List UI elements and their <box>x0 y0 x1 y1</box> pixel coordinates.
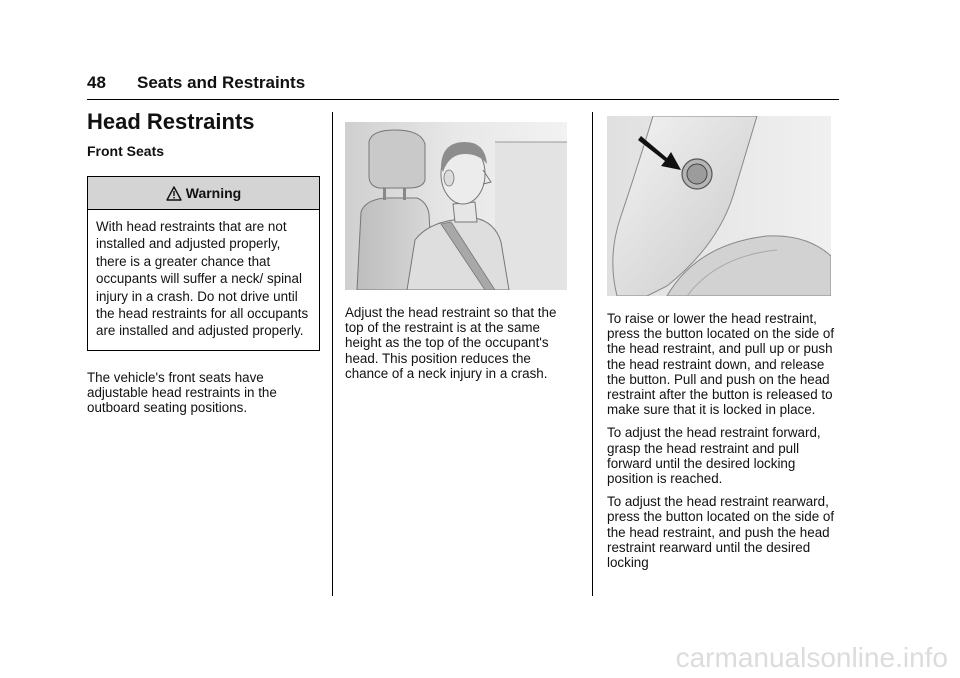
warning-text: With head restraints that are not installed and adjusted properly, there is a greater chance that occupants will suffer a neck/ spinal injury in a crash. Do not drive until the head restraints for all occupants are installed and adjusted properly. <box>96 219 309 339</box>
head-restraint-button-illustration <box>607 116 831 296</box>
front-seats-paragraph: The vehicle's front seats have adjustable head restraints in the outboard seating positions. <box>87 369 277 416</box>
warning-triangle-icon <box>166 186 182 201</box>
watermark: carmanualsonline.info <box>675 642 948 673</box>
section-title: Seats and Restraints <box>137 73 306 92</box>
column-divider-right <box>592 112 593 596</box>
adjust-rearward-paragraph: To adjust the head restraint rearward, press the button located on the side of the head restraint, and push the head restraint rearward until the desired locking <box>607 494 835 571</box>
adjust-height-paragraph: Adjust the head restraint so that the top of the restraint is at the same height as the top of the occupant's head. This position reduces the chance of a neck injury in a crash. <box>345 305 557 381</box>
warning-heading: Warning <box>185 185 242 201</box>
subsection-title: Front Seats <box>87 143 165 159</box>
left-column <box>87 108 320 415</box>
raise-lower-paragraph: To raise or lower the head restraint, press the button located on the side of the head restraint, and pull up or push the head restraint down, and release the button. Pull and push on the head restraint after the button is released to make sure that it is locked in place. <box>607 311 835 418</box>
middle-column <box>345 122 577 381</box>
page-title: Head Restraints <box>87 109 255 134</box>
page-header <box>87 71 839 100</box>
head-restraint-position-illustration <box>345 122 567 290</box>
warning-header <box>88 177 319 210</box>
column-divider-left <box>332 112 333 596</box>
right-column <box>607 116 839 570</box>
warning-box <box>87 176 320 351</box>
page-number: 48 <box>87 73 106 92</box>
adjust-forward-paragraph: To adjust the head restraint forward, grasp the head restraint and pull forward until the desired locking position is reached. <box>607 425 821 487</box>
